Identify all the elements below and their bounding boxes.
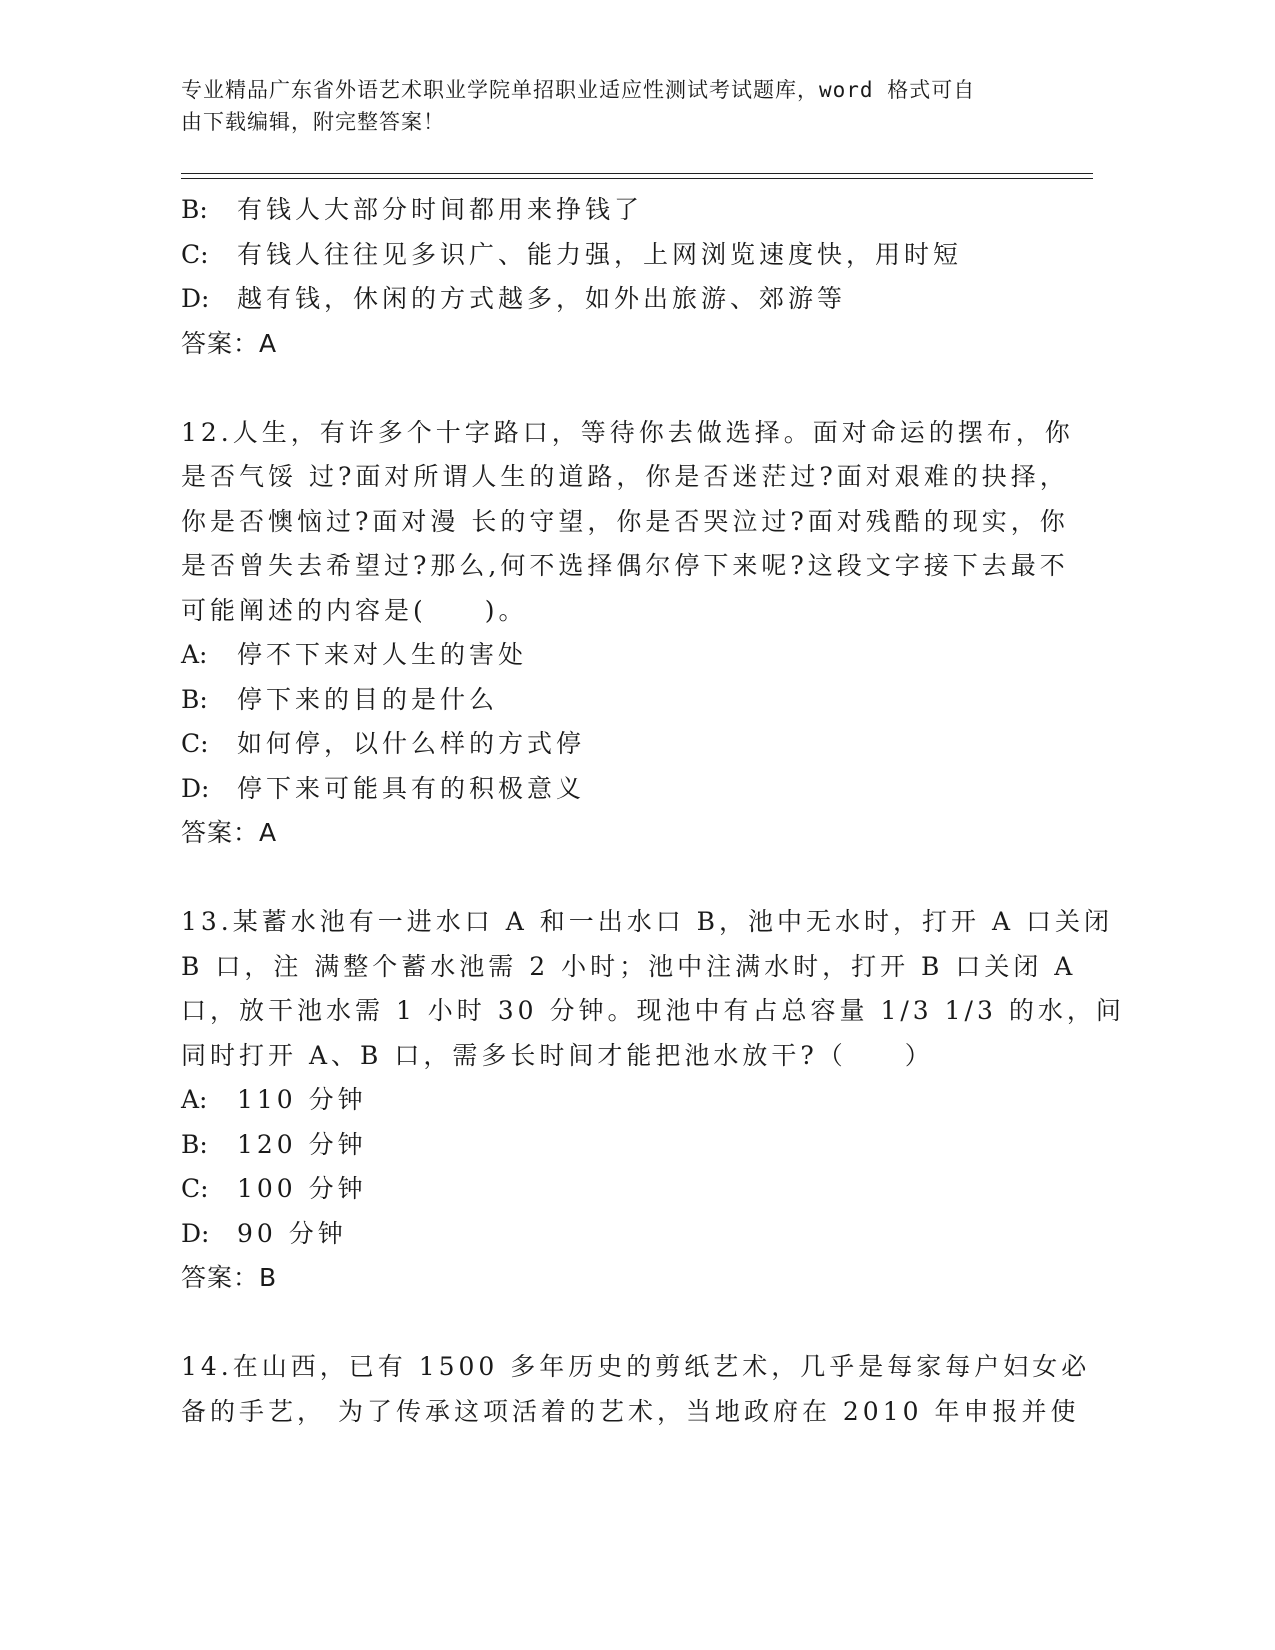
question-content <box>181 188 1125 1434</box>
spacer <box>181 366 1081 411</box>
question-text-line: 口，放干池水需 1 小时 30 分钟。现池中有占总容量 1/3 1/3 的水，问 <box>181 996 1125 1025</box>
option-text: 有钱人大部分时间都用来挣钱了 <box>237 195 644 224</box>
answer-line: 答案：A <box>181 818 278 847</box>
option-text: 有钱人往往见多识广、能力强，上网浏览速度快，用时短 <box>237 239 963 269</box>
option-d <box>181 1212 1081 1257</box>
answer-line: 答案：B <box>181 1263 278 1292</box>
question-text-line: B 口，注 满整个蓄水池需 2 小时；池中注满水时，打开 B 口关闭 A <box>181 951 1077 981</box>
header-line-1: 专业精品广东省外语艺术职业学院单招职业适应性测试考试题库，word 格式可自 <box>181 78 976 102</box>
option-text: 越有钱，休闲的方式越多，如外出旅游、郊游等 <box>237 284 847 313</box>
header-rule-top <box>181 173 1093 174</box>
option-b <box>181 188 1081 233</box>
document-header <box>181 74 1061 138</box>
option-c <box>181 1167 1081 1212</box>
spacer <box>181 856 1081 901</box>
question-12 <box>181 411 1081 856</box>
option-label: C: <box>181 1174 209 1203</box>
option-label: A: <box>181 1085 208 1114</box>
option-d <box>181 277 1081 322</box>
option-label: B: <box>181 684 208 714</box>
option-label: D: <box>181 1218 210 1248</box>
question-text-line: 13.某蓄水池有一进水口 A 和一出水口 B，池中无水时，打开 A 口关闭 <box>181 907 1113 936</box>
question-text-line: 可能阐述的内容是( )。 <box>181 595 528 625</box>
spacer <box>181 1301 1081 1346</box>
option-a <box>181 633 1081 678</box>
option-text: 110 分钟 <box>237 1085 367 1114</box>
header-rule-bottom <box>181 178 1093 179</box>
option-label: B: <box>181 1129 208 1159</box>
question-text-line: 12.人生，有许多个十字路口，等待你去做选择。面对命运的摆布，你 <box>181 417 1074 447</box>
option-b <box>181 678 1081 723</box>
option-text: 120 分钟 <box>237 1129 367 1159</box>
question-text-line: 14.在山西，已有 1500 多年历史的剪纸艺术，几乎是每家每户妇女必 <box>181 1352 1091 1381</box>
question-text-line: 同时打开 A、B 口，需多长时间才能把池水放干?（ ） <box>181 1040 934 1070</box>
question-text-line: 是否曾失去希望过?那么,何不选择偶尔停下来呢?这段文字接下去最不 <box>181 551 1069 580</box>
option-b <box>181 1123 1081 1168</box>
option-text: 如何停，以什么样的方式停 <box>237 729 586 758</box>
option-label: B: <box>181 195 208 224</box>
question-text-line: 是否气馁 过?面对所谓人生的道路，你是否迷茫过?面对艰难的抉择， <box>181 462 1069 491</box>
question-13 <box>181 900 1125 1301</box>
option-text: 停不下来对人生的害处 <box>237 640 528 669</box>
option-text: 停下来的目的是什么 <box>237 684 499 714</box>
option-label: C: <box>181 239 209 269</box>
question-text-line: 备的手艺， 为了传承这项活着的艺术，当地政府在 2010 年申报并使 <box>181 1396 1080 1426</box>
option-text: 90 分钟 <box>237 1218 347 1248</box>
option-c <box>181 722 1081 767</box>
question-text-line: 你是否懊恼过?面对漫 长的守望，你是否哭泣过?面对残酷的现实，你 <box>181 506 1069 536</box>
option-c <box>181 233 1081 278</box>
option-a <box>181 1078 1081 1123</box>
option-label: D: <box>181 773 210 803</box>
question-14 <box>181 1345 1091 1434</box>
option-label: C: <box>181 729 209 758</box>
option-label: D: <box>181 284 210 313</box>
header-line-2: 由下载编辑，附完整答案！ <box>181 110 445 134</box>
option-text: 100 分钟 <box>237 1174 367 1203</box>
option-d <box>181 767 1081 812</box>
question-11 <box>181 188 1081 366</box>
option-text: 停下来可能具有的积极意义 <box>237 773 586 803</box>
option-label: A: <box>181 640 208 669</box>
answer-line: 答案：A <box>181 328 278 358</box>
